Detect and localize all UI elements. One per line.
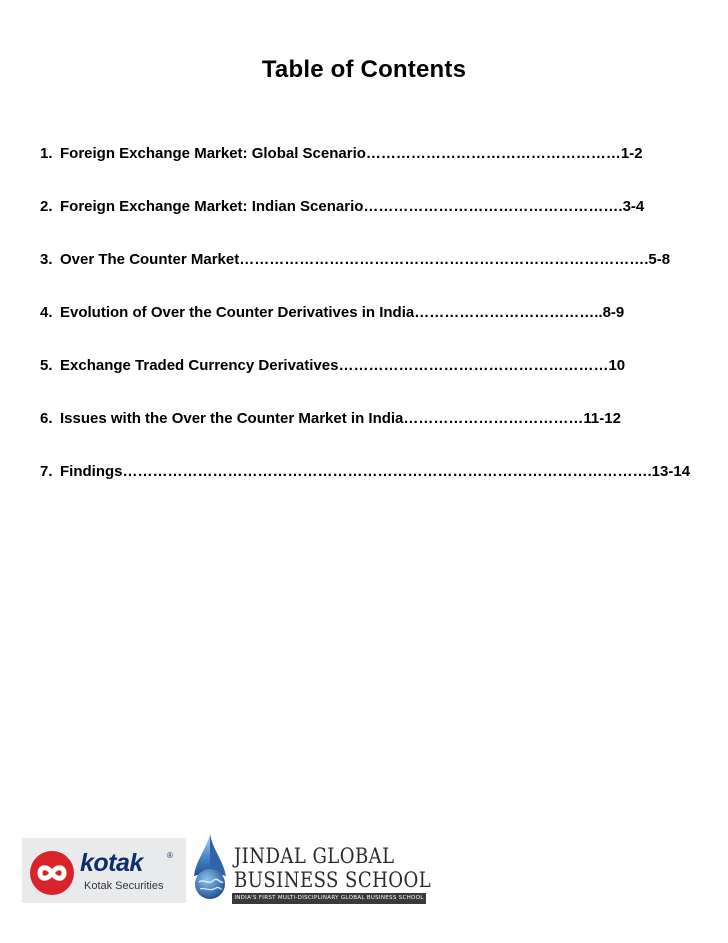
jindal-tagline: INDIA'S FIRST MULTI-DISCIPLINARY GLOBAL BUSINESS SCHOOL bbox=[232, 893, 426, 904]
toc-title: Exchange Traded Currency Derivatives bbox=[60, 357, 339, 374]
kotak-wordmark: kotak bbox=[80, 849, 143, 877]
jindal-logo bbox=[190, 832, 430, 910]
toc-number: 7. bbox=[40, 463, 53, 480]
toc-number: 4. bbox=[40, 304, 53, 321]
toc-number: 2. bbox=[40, 198, 53, 215]
toc-entry bbox=[40, 251, 680, 275]
toc-leader: ……………………………… bbox=[403, 410, 584, 427]
kotak-logo bbox=[22, 838, 186, 903]
toc-page-number: .8-9 bbox=[598, 304, 625, 321]
toc-entry bbox=[40, 145, 680, 169]
toc-entry bbox=[40, 304, 680, 328]
toc-page-number: 13-14 bbox=[651, 463, 691, 480]
toc-title: Issues with the Over the Counter Market in India bbox=[60, 410, 404, 427]
toc-leader: ………………………………. bbox=[414, 304, 599, 321]
globe-drop-icon bbox=[190, 832, 230, 906]
toc-page-number: 1-2 bbox=[620, 145, 643, 162]
toc-title: Evolution of Over the Counter Derivatives in India bbox=[60, 304, 415, 321]
toc-list bbox=[40, 145, 691, 516]
toc-page-number: .3-4 bbox=[618, 198, 645, 215]
toc-title: Over The Counter Market bbox=[60, 251, 240, 268]
toc-title: Findings bbox=[60, 463, 123, 480]
toc-entry bbox=[40, 198, 680, 222]
registered-mark: ® bbox=[167, 851, 173, 860]
toc-entry bbox=[40, 410, 680, 434]
jindal-title-line2: BUSINESS SCHOOL bbox=[234, 868, 432, 892]
toc-number: 3. bbox=[40, 251, 53, 268]
toc-title: Foreign Exchange Market: Global Scenario bbox=[60, 145, 366, 162]
toc-page-number: .5-8 bbox=[644, 251, 671, 268]
page-title: Table of Contents bbox=[261, 56, 467, 83]
toc-leader: ……………………………………………………………………… bbox=[239, 251, 645, 268]
kotak-infinity-icon bbox=[30, 851, 74, 895]
toc-page-number: 10 bbox=[608, 357, 626, 374]
toc-title: Foreign Exchange Market: Indian Scenario bbox=[60, 198, 364, 215]
jindal-title-line1: JINDAL GLOBAL bbox=[234, 844, 395, 868]
toc-leader: ……………………………………………… bbox=[338, 357, 609, 374]
toc-leader: ……………………………………………………………………………………………. bbox=[122, 463, 652, 480]
toc-number: 1. bbox=[40, 145, 53, 162]
toc-entry bbox=[40, 463, 691, 487]
toc-leader: …………………………………………… bbox=[363, 198, 619, 215]
toc-page-number: 11-12 bbox=[583, 410, 621, 427]
kotak-subtitle: Kotak Securities bbox=[84, 880, 164, 892]
toc-entry bbox=[40, 357, 680, 381]
toc-number: 5. bbox=[40, 357, 53, 374]
toc-leader: …………………………………………… bbox=[365, 145, 621, 162]
toc-number: 6. bbox=[40, 410, 53, 427]
